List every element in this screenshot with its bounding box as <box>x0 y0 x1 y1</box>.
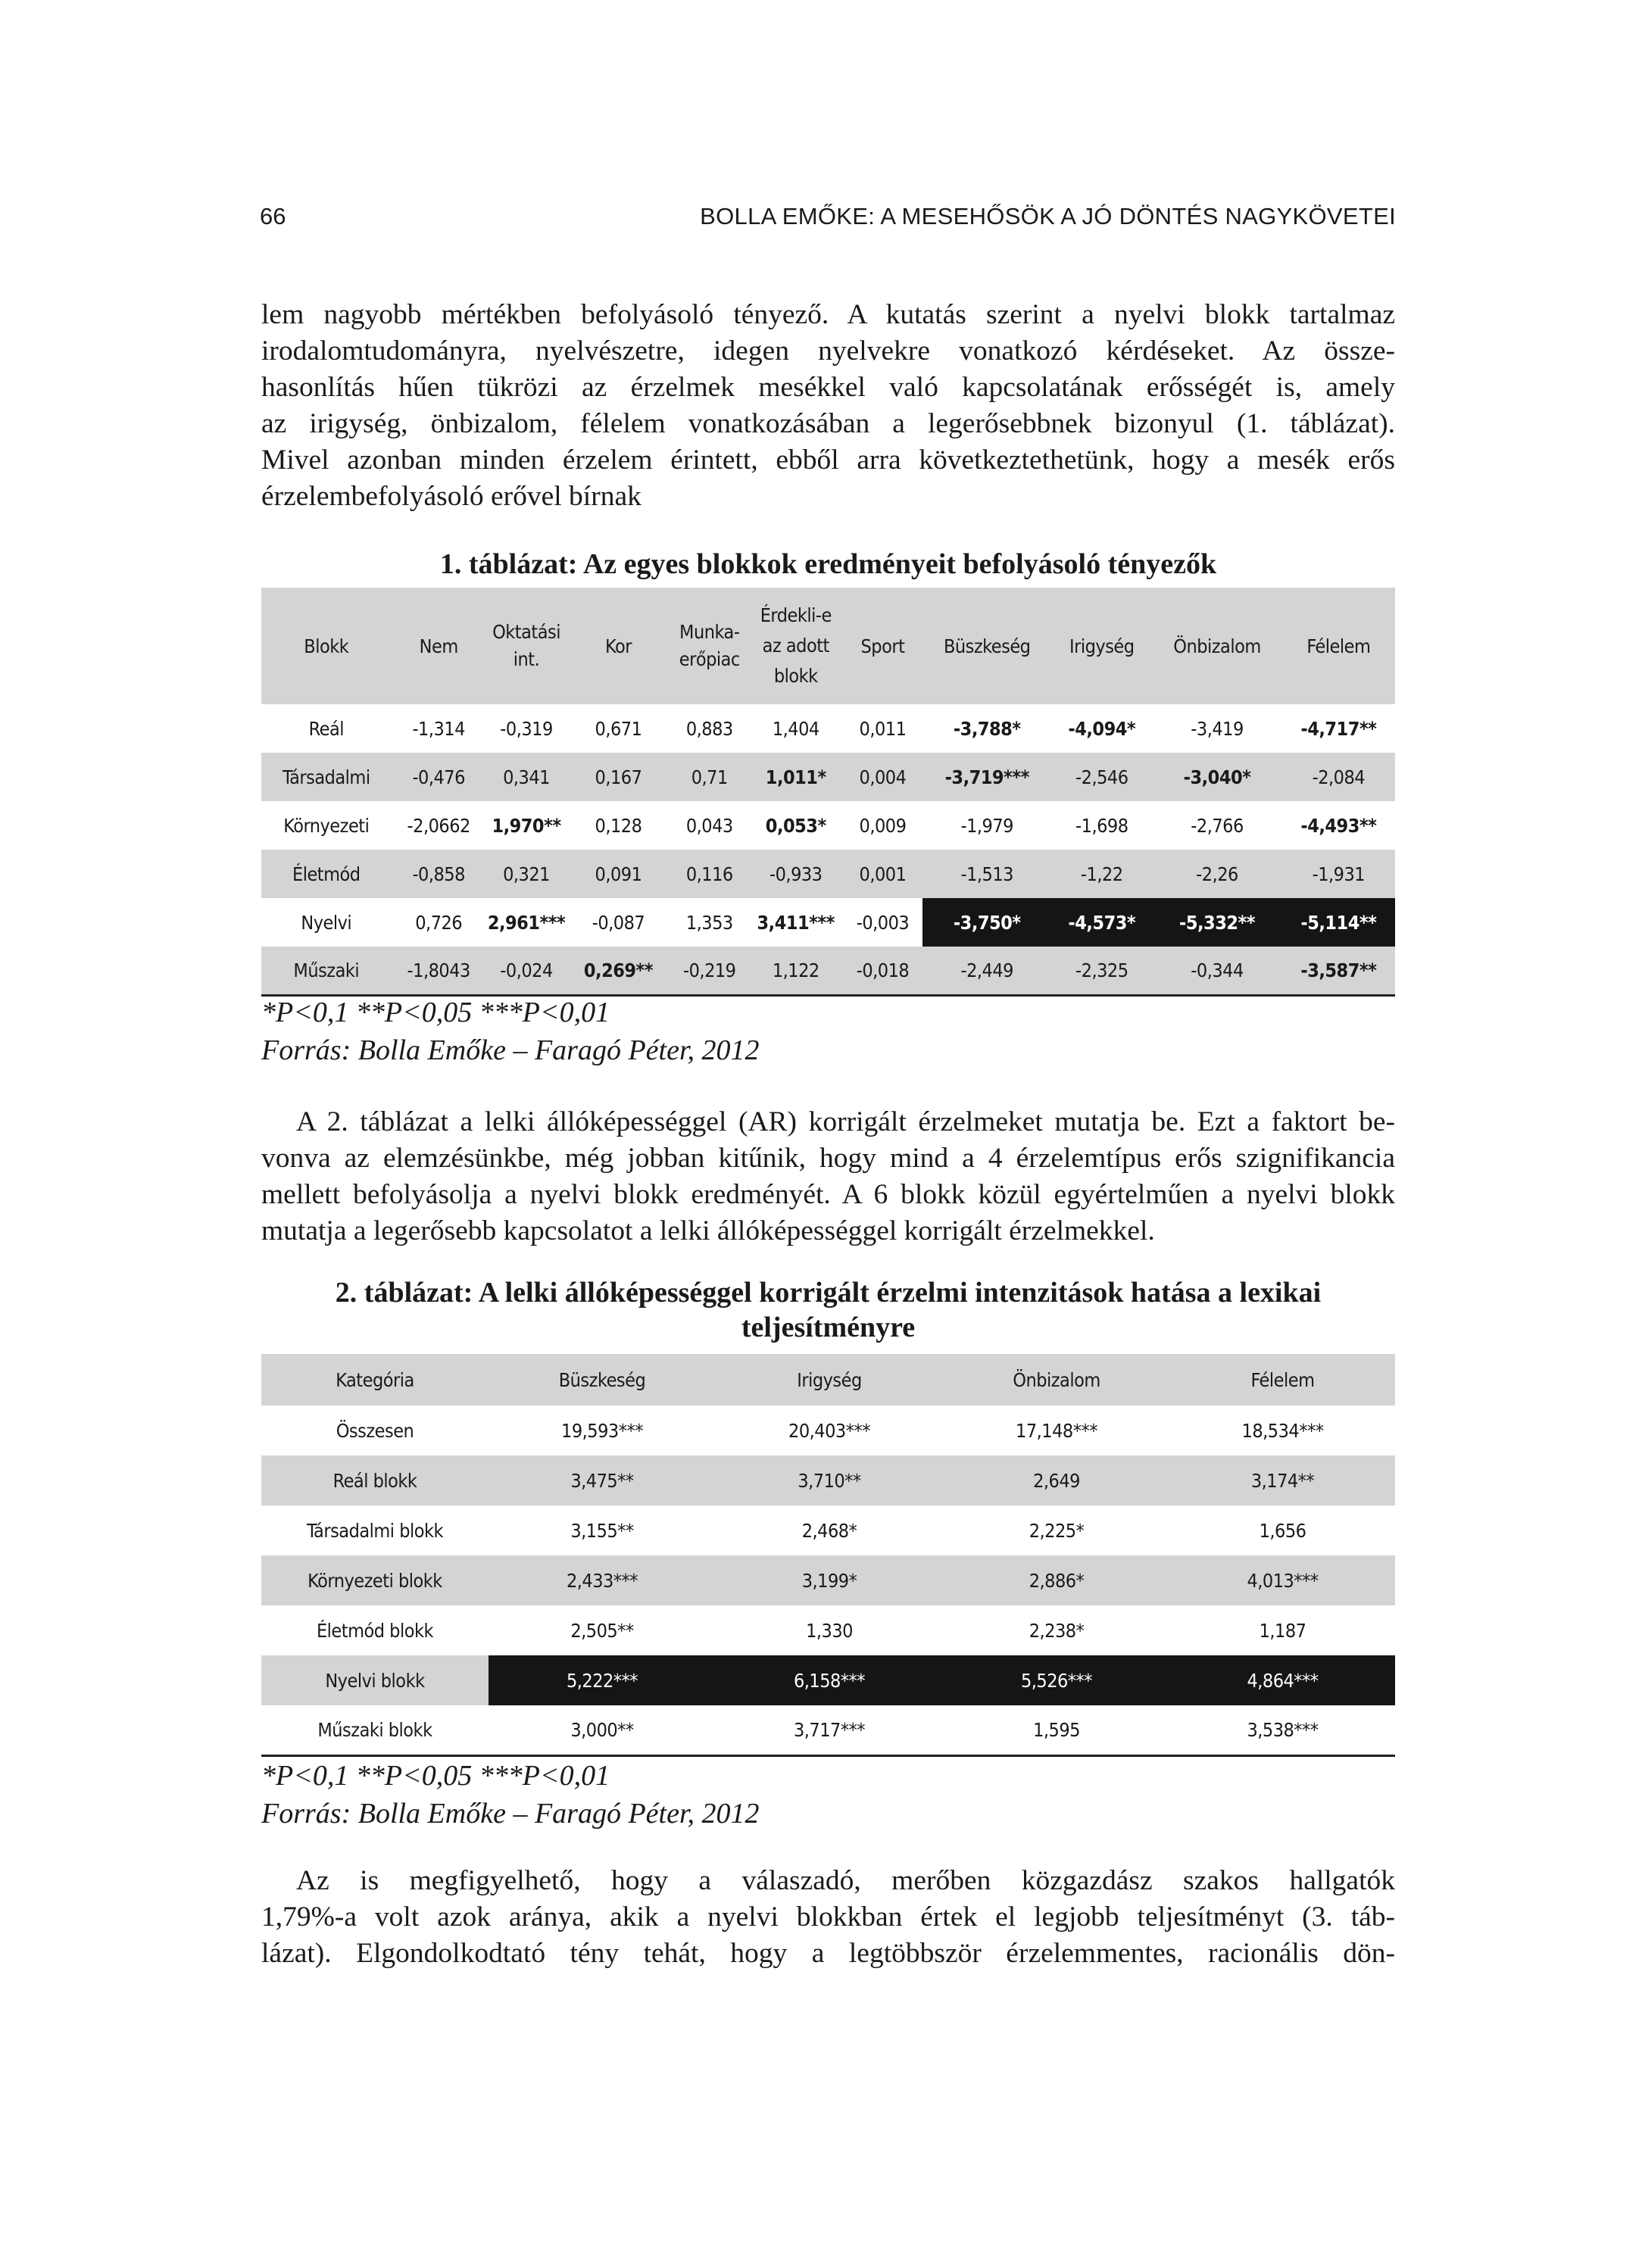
col-header: Irigység <box>797 1368 862 1391</box>
col-header: Nem <box>419 635 458 657</box>
table-row <box>261 1405 1395 1455</box>
table-cell: 1,122 <box>749 947 843 995</box>
table-cell: -3,587** <box>1282 947 1395 995</box>
table-cell: 0,091 <box>595 863 642 885</box>
table-cell: -1,8043 <box>392 947 486 995</box>
table-cell: -1,513 <box>960 863 1013 885</box>
table-cell: -0,018 <box>843 947 922 995</box>
table-cell: -2,0662 <box>407 814 470 837</box>
table1-caption: 1. táblázat: Az egyes blokkok eredményeit befolyásoló tényezők <box>439 548 1217 580</box>
table-row <box>261 704 1395 753</box>
table-cell: 2,961*** <box>487 911 566 934</box>
table-row <box>261 1455 1395 1505</box>
row-label: Társadalmi <box>282 766 370 788</box>
table-row <box>261 1505 1395 1555</box>
col-header: Önbizalom <box>1013 1368 1100 1391</box>
col-header: Irigység <box>1069 635 1135 657</box>
table-cell: -3,750* <box>922 898 1051 947</box>
table1-header-row <box>261 588 1395 704</box>
table-cell: -4,717** <box>1300 717 1377 740</box>
table-cell: -2,325 <box>1051 947 1152 995</box>
source-note: Forrás: Bolla Emőke – Faragó Péter, 2012 <box>261 1798 760 1830</box>
row-label: Társadalmi blokk <box>306 1519 444 1542</box>
row-label: Reál blokk <box>332 1469 417 1492</box>
running-title: BOLLA EMŐKE: A MESEHŐSÖK A JÓ DÖNTÉS NAGYKÖVETEI <box>700 203 1396 229</box>
table-cell: -0,319 <box>500 717 553 740</box>
row-label: Környezeti <box>283 814 370 837</box>
table-cell: 0,128 <box>595 814 642 837</box>
table-cell: 20,403*** <box>788 1419 870 1442</box>
table-cell: 3,199* <box>801 1569 857 1592</box>
table-cell: 5,222*** <box>489 1655 716 1705</box>
table-row <box>261 801 1395 850</box>
row-label: Nyelvi blokk <box>325 1669 425 1692</box>
row-label: Életmód <box>292 863 361 885</box>
table-cell: 0,167 <box>595 766 642 788</box>
text-line: Mivel azonban minden érzelem érintett, ebből arra következtethetünk, hogy a mesék erős <box>261 445 1395 476</box>
col-header: Oktatási int. <box>492 621 560 670</box>
table-cell: -3,719*** <box>944 766 1029 788</box>
table-cell: 0,671 <box>595 717 642 740</box>
table-cell: 3,475** <box>570 1469 634 1492</box>
col-header: Kategória <box>336 1368 414 1391</box>
table-cell: -2,766 <box>1191 814 1244 837</box>
row-label: Nyelvi <box>301 911 352 934</box>
table-cell: 0,116 <box>685 863 733 885</box>
table-cell: 1,595 <box>943 1705 1170 1755</box>
table-cell: -0,087 <box>592 911 645 934</box>
table-cell: 1,353 <box>685 911 733 934</box>
table-cell: 1,187 <box>1259 1619 1306 1642</box>
table2-header-row <box>261 1354 1395 1405</box>
table-cell: 2,886* <box>1029 1569 1085 1592</box>
row-label: Műszaki <box>261 947 392 995</box>
table2-notes <box>261 1757 760 1833</box>
row-label: Műszaki blokk <box>261 1705 489 1755</box>
table-cell: 0,009 <box>859 814 907 837</box>
table-cell: -0,344 <box>1152 947 1281 995</box>
table-cell: 4,013*** <box>1247 1569 1319 1592</box>
row-label: Összesen <box>336 1419 414 1442</box>
table-cell: -3,040* <box>1183 766 1251 788</box>
table-cell: 4,864*** <box>1170 1655 1395 1705</box>
table-cell: 19,593*** <box>561 1419 643 1442</box>
table-cell: -1,22 <box>1080 863 1123 885</box>
table-cell: 5,526*** <box>943 1655 1170 1705</box>
table-row <box>261 1555 1395 1605</box>
text-line: lázat). Elgondolkodtató tény tehát, hogy a legtöbbször érzelemmentes, racionális dön- <box>261 1938 1395 1969</box>
table-cell: 0,053* <box>765 814 826 837</box>
col-header: Önbizalom <box>1173 635 1261 657</box>
paragraph-closing <box>261 1863 1395 1972</box>
table-cell: -0,003 <box>856 911 910 934</box>
table-cell: 3,411*** <box>757 911 835 934</box>
table-cell: -3,419 <box>1191 717 1244 740</box>
table-row <box>261 1705 1395 1755</box>
table-cell: 3,538*** <box>1170 1705 1395 1755</box>
table-cell: -5,332** <box>1152 898 1281 947</box>
table-row <box>261 898 1395 947</box>
table2-caption <box>261 1275 1395 1345</box>
table-cell: 2,433*** <box>566 1569 638 1592</box>
table-cell: 2,649 <box>1033 1469 1080 1492</box>
table-cell: 18,534*** <box>1241 1419 1324 1442</box>
table-cell: -0,024 <box>486 947 567 995</box>
table-cell: -4,493** <box>1300 814 1377 837</box>
table2-caption-line: 2. táblázat: A lelki állóképességgel korrigált érzelmi intenzitások hatása a lexikai <box>335 1277 1322 1309</box>
table-cell: 3,174** <box>1250 1469 1315 1492</box>
table-cell: -2,546 <box>1075 766 1128 788</box>
table-cell: -0,933 <box>769 863 823 885</box>
table-cell: 0,004 <box>859 766 907 788</box>
table-cell: -1,979 <box>960 814 1013 837</box>
table-cell: 1,970** <box>492 814 561 837</box>
table-cell: 0,726 <box>415 911 463 934</box>
table-cell: -3,788* <box>953 717 1021 740</box>
page-number: 66 <box>260 203 286 229</box>
table-cell: 2,468* <box>801 1519 857 1542</box>
text-line: az irigység, önbizalom, félelem vonatkozásában a legerősebbnek bizonyul (1. táblázat). <box>261 408 1395 439</box>
table-row <box>261 850 1395 898</box>
table-cell: 0,883 <box>685 717 733 740</box>
table-cell: 3,717*** <box>716 1705 943 1755</box>
table1 <box>261 588 1395 997</box>
table-cell: 0,011 <box>859 717 907 740</box>
table2-caption-line: teljesítményre <box>741 1312 916 1343</box>
table-cell: 0,71 <box>691 766 728 788</box>
paragraph-table2-intro <box>261 1104 1395 1249</box>
table-cell: -0,476 <box>412 766 465 788</box>
text-line: irodalomtudományra, nyelvészetre, idegen nyelvekre vonatkozó kérdéseket. Az össze- <box>261 335 1395 367</box>
table-cell: -1,698 <box>1075 814 1128 837</box>
table-cell: -2,084 <box>1312 766 1366 788</box>
text-line: 1,79%-a volt azok aránya, akik a nyelvi blokkban értek el legjobb teljesítményt (3. táb- <box>261 1901 1395 1933</box>
table-row <box>261 1655 1395 1705</box>
table-cell: -2,26 <box>1196 863 1238 885</box>
text-line: mutatja a legerősebb kapcsolatot a lelki állóképességgel korrigált érzelmekkel. <box>261 1215 1155 1246</box>
table-row <box>261 947 1395 995</box>
text-line: A 2. táblázat a lelki állóképességgel (AR) korrigált érzelmeket mutatja be. Ezt a faktort be- <box>296 1106 1395 1137</box>
table-cell: -0,858 <box>412 863 465 885</box>
row-label: Reál <box>308 717 344 740</box>
table-cell: -4,573* <box>1051 898 1152 947</box>
col-header: Büszkeség <box>943 635 1031 657</box>
col-header: Érdekli-e az adott blokk <box>760 604 832 687</box>
col-header: Sport <box>860 635 905 657</box>
row-label: Környezeti blokk <box>307 1569 442 1592</box>
table-cell: 1,011* <box>765 766 826 788</box>
table-cell: 6,158*** <box>716 1655 943 1705</box>
text-line: hasonlítás hűen tükrözi az érzelmek mesékkel való kapcsolatának erősségét is, amely <box>261 372 1395 403</box>
table-cell: -0,219 <box>670 947 749 995</box>
significance-note: *P<0,1 **P<0,05 ***P<0,01 <box>261 1760 610 1792</box>
table-cell: 2,225* <box>1029 1519 1085 1542</box>
table-cell: 0,321 <box>503 863 550 885</box>
table-cell: -1,931 <box>1312 863 1366 885</box>
text-line: érzelembefolyásoló erővel bírnak <box>261 481 642 512</box>
table-cell: 1,404 <box>772 717 819 740</box>
table-cell: 2,505** <box>570 1619 634 1642</box>
table-cell: 1,330 <box>806 1619 853 1642</box>
source-note: Forrás: Bolla Emőke – Faragó Péter, 2012 <box>261 1034 760 1066</box>
text-line: mellett befolyásolja a nyelvi blokk eredményét. A 6 blokk közül egyértelműen a nyelvi blokk <box>261 1179 1395 1210</box>
table-cell: 0,001 <box>859 863 907 885</box>
table-cell: 0,043 <box>685 814 733 837</box>
table-cell: 3,000** <box>489 1705 716 1755</box>
table-cell: 0,341 <box>503 766 550 788</box>
table-cell: -1,314 <box>412 717 465 740</box>
col-header: Félelem <box>1250 1368 1315 1391</box>
table-cell: 0,269** <box>567 947 670 995</box>
table-cell: -2,449 <box>922 947 1051 995</box>
col-header: Félelem <box>1306 635 1371 657</box>
table-cell: -4,094* <box>1068 717 1136 740</box>
col-header: Büszkeség <box>558 1368 646 1391</box>
table-cell: 17,148*** <box>1016 1419 1097 1442</box>
col-header: Blokk <box>304 635 349 657</box>
table-cell: 3,155** <box>570 1519 634 1542</box>
table2 <box>261 1354 1395 1757</box>
col-header: Munka-erőpiac <box>679 621 740 670</box>
text-line: vonva az elemzésünkbe, még jobban kitűnik, hogy mind a 4 érzelemtípus erős szignifikancia <box>261 1143 1395 1174</box>
table-cell: 2,238* <box>1029 1619 1085 1642</box>
col-header: Kor <box>604 635 632 657</box>
table-row <box>261 753 1395 801</box>
paragraph-intro <box>261 297 1395 515</box>
table-cell: -5,114** <box>1282 898 1395 947</box>
row-label: Életmód blokk <box>316 1619 434 1642</box>
table-cell: 3,710** <box>798 1469 861 1492</box>
text-line: Az is megfigyelhető, hogy a válaszadó, merőben közgazdász szakos hallgatók <box>296 1865 1395 1896</box>
table-row <box>261 1605 1395 1655</box>
page-header <box>260 203 1396 238</box>
significance-note: *P<0,1 **P<0,05 ***P<0,01 <box>261 997 610 1028</box>
table-cell: 1,656 <box>1259 1519 1306 1542</box>
text-line: lem nagyobb mértékben befolyásoló tényező. A kutatás szerint a nyelvi blokk tartalmaz <box>261 299 1395 330</box>
table1-notes <box>261 994 760 1069</box>
